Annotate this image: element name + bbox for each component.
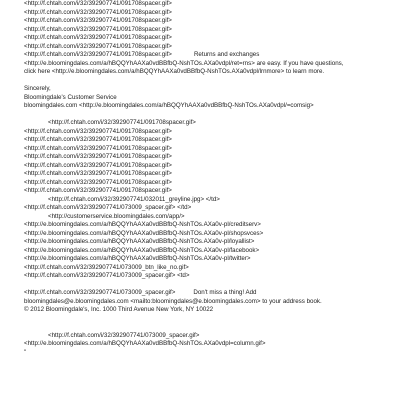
spacer-link-line[interactable]: <http://f.chtah.com/i/32/392907741/091708spacer.gif> [24, 8, 172, 16]
spacer-link-line[interactable]: <http://f.chtah.com/i/32/392907741/091708spacer.gif> [24, 170, 172, 177]
learn-more-text: to learn more. [284, 68, 325, 75]
spacer-link-line[interactable]: <http://f.chtah.com/i/32/392907741/091708spacer.gif> [24, 0, 172, 7]
spacer-link-line[interactable]: <http://f.chtah.com/i/32/392907741/091708spacer.gif> [24, 187, 172, 194]
signature-site-line [24, 102, 394, 111]
spacer-td-line[interactable]: <http://f.chtah.com/i/32/392907741/073009_spacer.gif> </td> [24, 204, 192, 211]
notice-text: Don't miss a thing! Add [193, 289, 257, 296]
returns-line-1 [24, 60, 394, 69]
twitter-link[interactable]: <http://e.bloomingdales.com/a/hBQQYhAAXa0vdBBfbQ-NshTOs.AXa0v-pl/twitter> [24, 255, 251, 262]
mailto-link[interactable]: <mailto:bloomingdales@e.bloomingdales.com> [130, 297, 261, 305]
facebook-link[interactable]: <http://e.bloomingdales.com/a/hBQQYhAAXa0vdBBfbQ-NshTOs.AXa0v-pl/facebook> [24, 246, 260, 254]
spacer-link-line[interactable]: <http://f.chtah.com/i/32/392907741/091708spacer.gif> [24, 153, 172, 160]
sincerely-text: Sincerely, [24, 85, 51, 92]
spacer-link-line[interactable]: <http://f.chtah.com/i/32/392907741/091708spacer.gif> [24, 178, 172, 186]
notice-line-1 [24, 289, 394, 298]
click-here-text: click here [24, 68, 52, 75]
spacer-link-line[interactable]: <http://f.chtah.com/i/32/392907741/073009_spacer.gif> [48, 331, 200, 339]
creditserv-link[interactable]: <http://e.bloomingdales.com/a/hBQQYhAAXa0vdBBfbQ-NshTOs.AXa0v-pl/creditserv> [24, 221, 261, 228]
customer-service-link[interactable]: <http://customerservice.bloomingdales.com/app/> [48, 212, 185, 220]
spacer-link-line[interactable]: <http://f.chtah.com/i/32/392907741/091708spacer.gif> [24, 25, 172, 33]
returns-heading: Returns and exchanges [193, 51, 260, 58]
notice-line-2 [24, 298, 394, 307]
footer-spacer-list [24, 128, 394, 196]
copyright-text: © 2012 Bloomingdale's, Inc. 1000 Third Avenue New York, NY 10022 [24, 306, 214, 313]
top-spacer-list [24, 0, 394, 51]
returns-link[interactable]: <http://e.bloomingdales.com/a/hBQQYhAAXa0vdBBfbQ-NshTOs.AXa0vdpl/ret=rns> [24, 59, 255, 67]
learn-more-link[interactable]: <http://e.bloomingdales.com/a/hBQQYhAAXa0vdBBfbQ-NshTOs.AXa0vdpl/lrnmore> [51, 68, 285, 75]
spacer-link-line[interactable]: <http://f.chtah.com/i/32/392907741/091708spacer.gif> [24, 161, 172, 169]
spacer-td-open-line[interactable]: <http://f.chtah.com/i/32/392907741/073009_spacer.gif> <td> [24, 272, 190, 279]
column-link[interactable]: <http://e.bloomingdales.com/a/hBQQYhAAXa0vdBBfbQ-NshTOs.AXa0vdpl=column.gif> [24, 340, 266, 347]
address-book-text: to your address book. [260, 297, 322, 305]
signature-team: Bloomingdale's Customer Service [24, 93, 117, 101]
email-address: bloomingdales@e.bloomingdales.com [24, 297, 131, 305]
spacer-link-line[interactable]: <http://f.chtah.com/i/32/392907741/091708spacer.gif> [24, 127, 172, 135]
like-button-link[interactable]: <http://f.chtah.com/i/32/392907741/073009_btn_like_no.gif> [24, 263, 189, 271]
returns-text: are easy. If you have questions, [254, 59, 344, 67]
spacer-link[interactable]: <http://f.chtah.com/i/32/392907741/091708spacer.gif> [24, 51, 172, 58]
spacer-link-line[interactable]: <http://f.chtah.com/i/32/392907741/091708spacer.gif> [24, 34, 172, 41]
stray-quote-mark: " [24, 348, 27, 356]
email-body [24, 0, 394, 357]
social-link-list [24, 221, 394, 264]
site-link[interactable]: <http://e.bloomingdales.com/a/hBQQYhAAXa0vdBBfbQ-NshTOs.AXa0vdpl/=comsig> [79, 102, 314, 109]
spacer-link-line[interactable]: <http://f.chtah.com/i/32/392907741/091708spacer.gif> [24, 17, 172, 24]
greyline-link-line[interactable]: <http://f.chtah.com/i/32/392907741/032011_greyline.jpg> </td> [48, 195, 220, 203]
site-text: bloomingdales.com [24, 102, 80, 109]
spacer-link-line[interactable]: <http://f.chtah.com/i/32/392907741/091708spacer.gif> [24, 144, 172, 152]
spacer-link-line[interactable]: <http://f.chtah.com/i/32/392907741/091708spacer.gif> [48, 119, 196, 126]
spacer-link-line[interactable]: <http://f.chtah.com/i/32/392907741/091708spacer.gif> [24, 42, 172, 50]
loyallist-link[interactable]: <http://e.bloomingdales.com/a/hBQQYhAAXa0vdBBfbQ-NshTOs.AXa0v-pl/loyallist> [24, 238, 255, 245]
returns-heading-line [24, 51, 394, 60]
returns-line-2 [24, 68, 394, 77]
shopsvces-link[interactable]: <http://e.bloomingdales.com/a/hBQQYhAAXa0vdBBfbQ-NshTOs.AXa0v-pl/shopsvces> [24, 229, 264, 237]
spacer-link-line[interactable]: <http://f.chtah.com/i/32/392907741/091708spacer.gif> [24, 136, 172, 143]
spacer-link[interactable]: <http://f.chtah.com/i/32/392907741/073009_spacer.gif> [24, 289, 176, 296]
